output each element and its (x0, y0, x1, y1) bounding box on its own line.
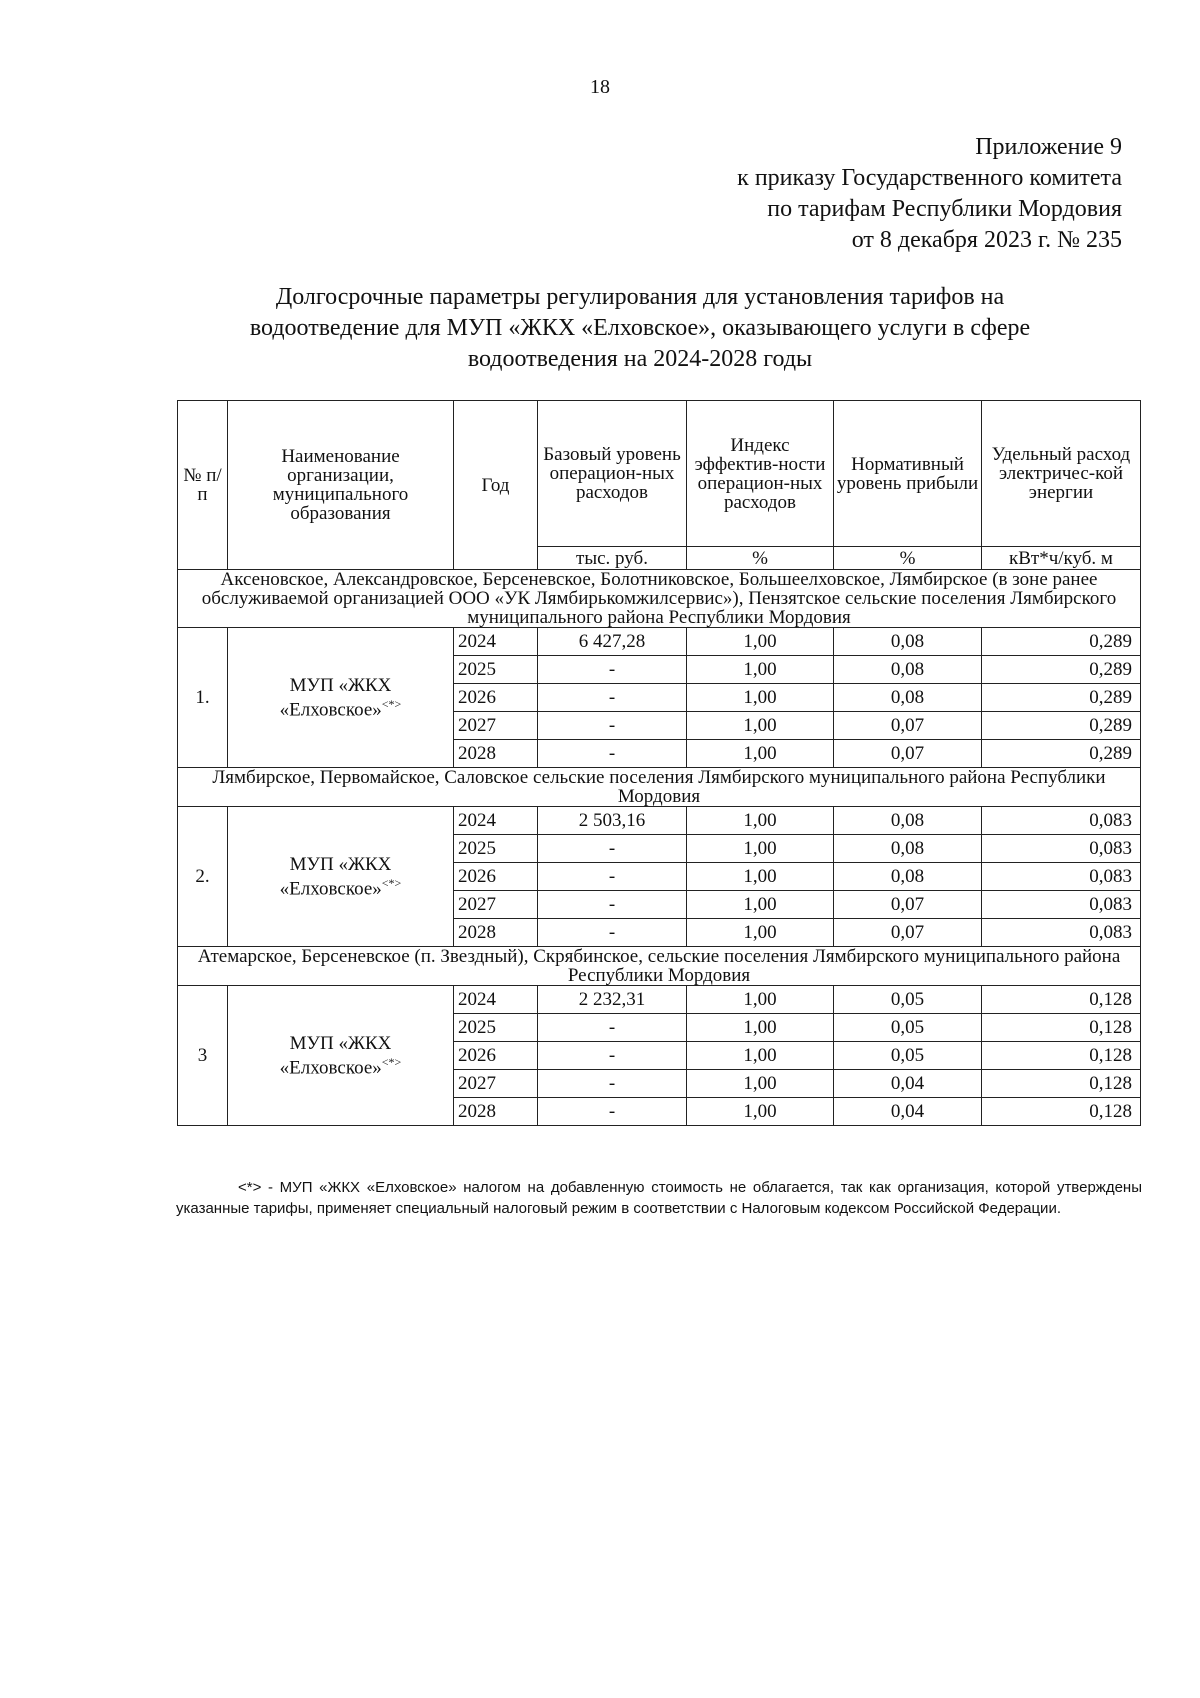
appendix-line: к приказу Государственного комитета (737, 165, 1122, 191)
year-cell: 2024 (454, 986, 538, 1014)
zone-row (178, 570, 1141, 628)
row-number: 1. (178, 628, 228, 768)
efficiency-index-cell: 1,00 (687, 891, 834, 919)
energy-consumption-cell: 0,083 (982, 863, 1141, 891)
efficiency-index-cell: 1,00 (687, 986, 834, 1014)
efficiency-index-cell: 1,00 (687, 835, 834, 863)
organization-label: МУП «ЖКХ «Елховское» (279, 853, 392, 900)
footnote: <*> - МУП «ЖКХ «Елховское» налогом на добавленную стоимость не облагается, так как организация, которой утверждены указанные тарифы, применяет специальный налоговый режим в соответствии с Налоговым кодексом Российской Федерации. (176, 1179, 1142, 1217)
base-opex-cell: - (538, 891, 687, 919)
footnote-mark: <*> (381, 1054, 402, 1069)
normative-profit-cell: 0,05 (834, 986, 982, 1014)
title-line: водоотведение для МУП «ЖКХ «Елховское», оказывающего услуги в сфере (249, 315, 1031, 341)
organization-label: МУП «ЖКХ «Елховское» (279, 674, 392, 721)
zone-row (178, 768, 1141, 807)
base-opex-cell: - (538, 1042, 687, 1070)
normative-profit-cell: 0,07 (834, 919, 982, 947)
efficiency-index-cell: 1,00 (687, 628, 834, 656)
organization-name (228, 807, 454, 947)
energy-consumption-cell: 0,128 (982, 986, 1141, 1014)
appendix-line: Приложение 9 (975, 134, 1122, 160)
year-cell: 2024 (454, 807, 538, 835)
organization-name (228, 628, 454, 768)
tariff-parameters-table (177, 400, 1141, 1126)
base-opex-cell: 2 503,16 (538, 807, 687, 835)
efficiency-index-cell: 1,00 (687, 740, 834, 768)
header-energy-consumption: Удельный расход электричес-кой энергии (982, 401, 1141, 547)
header-efficiency-index: Индекс эффектив-ности операцион-ных расходов (687, 401, 834, 547)
energy-consumption-cell: 0,289 (982, 684, 1141, 712)
year-cell: 2026 (454, 863, 538, 891)
normative-profit-cell: 0,08 (834, 684, 982, 712)
header-base-opex: Базовый уровень операцион-ных расходов (538, 401, 687, 547)
efficiency-index-cell: 1,00 (687, 1070, 834, 1098)
normative-profit-cell: 0,07 (834, 740, 982, 768)
table-row (178, 628, 1141, 656)
base-opex-cell: - (538, 656, 687, 684)
normative-profit-cell: 0,05 (834, 1042, 982, 1070)
energy-consumption-cell: 0,289 (982, 628, 1141, 656)
title-line: водоотведения на 2024-2028 годы (467, 346, 813, 372)
header-year: Год (454, 401, 538, 570)
base-opex-cell: 6 427,28 (538, 628, 687, 656)
base-opex-cell: - (538, 1098, 687, 1126)
row-number: 2. (178, 807, 228, 947)
year-cell: 2028 (454, 740, 538, 768)
efficiency-index-cell: 1,00 (687, 1098, 834, 1126)
organization-name (228, 986, 454, 1126)
efficiency-index-cell: 1,00 (687, 919, 834, 947)
base-opex-cell: - (538, 1070, 687, 1098)
normative-profit-cell: 0,07 (834, 891, 982, 919)
header-normative-profit: Нормативный уровень прибыли (834, 401, 982, 547)
energy-consumption-cell: 0,289 (982, 656, 1141, 684)
year-cell: 2028 (454, 1098, 538, 1126)
year-cell: 2027 (454, 891, 538, 919)
year-cell: 2024 (454, 628, 538, 656)
year-cell: 2028 (454, 919, 538, 947)
energy-consumption-cell: 0,083 (982, 919, 1141, 947)
base-opex-cell: - (538, 740, 687, 768)
year-cell: 2027 (454, 712, 538, 740)
unit-index: % (687, 547, 834, 570)
year-cell: 2027 (454, 1070, 538, 1098)
zone-description: Лямбирское, Первомайское, Саловское сельские поселения Лямбирского муниципального района Республики Мордовия (178, 768, 1141, 807)
normative-profit-cell: 0,08 (834, 656, 982, 684)
footnote-mark: <*> (381, 875, 402, 890)
appendix-reference (737, 132, 1122, 256)
energy-consumption-cell: 0,083 (982, 891, 1141, 919)
appendix-line: по тарифам Республики Мордовия (767, 196, 1122, 222)
base-opex-cell: - (538, 712, 687, 740)
energy-consumption-cell: 0,083 (982, 807, 1141, 835)
efficiency-index-cell: 1,00 (687, 684, 834, 712)
normative-profit-cell: 0,05 (834, 1014, 982, 1042)
footnote-mark: <*> (381, 696, 402, 711)
energy-consumption-cell: 0,289 (982, 712, 1141, 740)
energy-consumption-cell: 0,128 (982, 1070, 1141, 1098)
page-number: 18 (590, 76, 610, 98)
normative-profit-cell: 0,04 (834, 1070, 982, 1098)
normative-profit-cell: 0,08 (834, 628, 982, 656)
zone-row (178, 947, 1141, 986)
energy-consumption-cell: 0,128 (982, 1042, 1141, 1070)
year-cell: 2025 (454, 1014, 538, 1042)
header-num: № п/п (178, 401, 228, 570)
year-cell: 2026 (454, 684, 538, 712)
energy-consumption-cell: 0,289 (982, 740, 1141, 768)
efficiency-index-cell: 1,00 (687, 1014, 834, 1042)
normative-profit-cell: 0,08 (834, 807, 982, 835)
energy-consumption-cell: 0,128 (982, 1098, 1141, 1126)
normative-profit-cell: 0,08 (834, 863, 982, 891)
unit-profit: % (834, 547, 982, 570)
row-number: 3 (178, 986, 228, 1126)
efficiency-index-cell: 1,00 (687, 863, 834, 891)
zone-description: Аксеновское, Александровское, Берсеневское, Болотниковское, Большеелховское, Лямбирское (в зоне ранее обслуживаемой организацией ООО «УК Лямбирькомжилсервис»), Пензятское сельские поселения Лямбирского муниципального района Республики Мордовия (178, 570, 1141, 628)
efficiency-index-cell: 1,00 (687, 656, 834, 684)
unit-base: тыс. руб. (538, 547, 687, 570)
unit-energy: кВт*ч/куб. м (982, 547, 1141, 570)
normative-profit-cell: 0,08 (834, 835, 982, 863)
base-opex-cell: 2 232,31 (538, 986, 687, 1014)
energy-consumption-cell: 0,083 (982, 835, 1141, 863)
year-cell: 2025 (454, 835, 538, 863)
efficiency-index-cell: 1,00 (687, 712, 834, 740)
efficiency-index-cell: 1,00 (687, 807, 834, 835)
base-opex-cell: - (538, 863, 687, 891)
document-title (180, 282, 1100, 375)
energy-consumption-cell: 0,128 (982, 1014, 1141, 1042)
header-row (178, 401, 1141, 547)
table-row (178, 807, 1141, 835)
base-opex-cell: - (538, 1014, 687, 1042)
base-opex-cell: - (538, 835, 687, 863)
zone-description: Атемарское, Берсеневское (п. Звездный), Скрябинское, сельские поселения Лямбирского муниципального района Республики Мордовия (178, 947, 1141, 986)
header-org: Наименование организации, муниципального образования (228, 401, 454, 570)
normative-profit-cell: 0,07 (834, 712, 982, 740)
base-opex-cell: - (538, 919, 687, 947)
title-line: Долгосрочные параметры регулирования для установления тарифов на (275, 284, 1005, 310)
organization-label: МУП «ЖКХ «Елховское» (279, 1032, 392, 1079)
year-cell: 2025 (454, 656, 538, 684)
normative-profit-cell: 0,04 (834, 1098, 982, 1126)
appendix-line: от 8 декабря 2023 г. № 235 (851, 227, 1122, 253)
efficiency-index-cell: 1,00 (687, 1042, 834, 1070)
year-cell: 2026 (454, 1042, 538, 1070)
base-opex-cell: - (538, 684, 687, 712)
table-row (178, 986, 1141, 1014)
